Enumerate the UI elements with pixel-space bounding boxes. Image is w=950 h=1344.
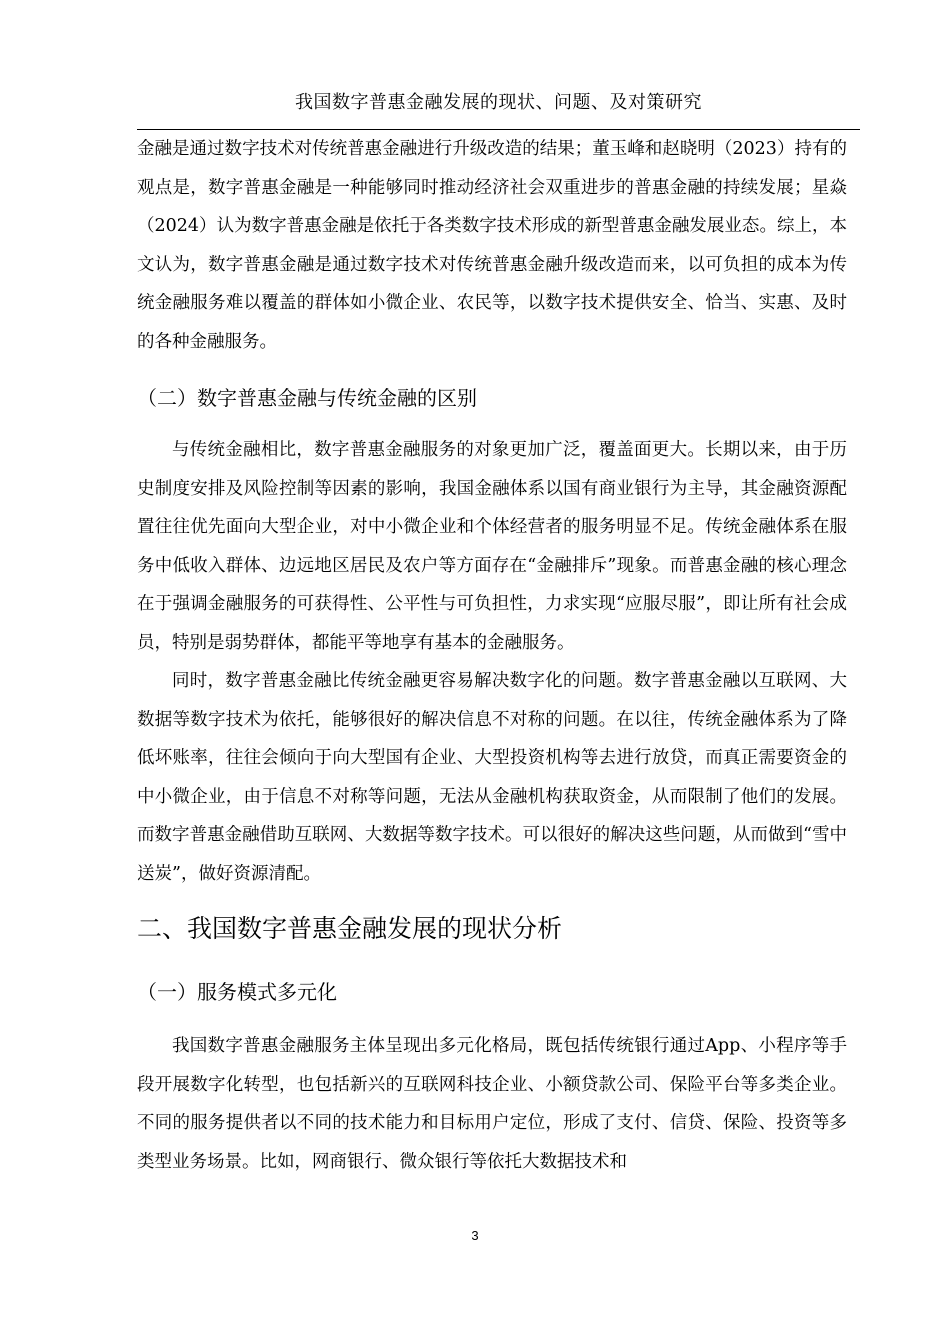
page-number: 3 <box>471 1228 479 1243</box>
chapter-heading-status: 二、我国数字普惠金融发展的现状分析 <box>137 914 563 943</box>
running-header-title: 我国数字普惠金融发展的现状、问题、及对策研究 <box>295 92 702 113</box>
section-heading-service-modes: （一）服务模式多元化 <box>137 980 337 1004</box>
paragraph-coverage: 与传统金融相比，数字普惠金融服务的对象更加广泛，覆盖面更大。长期以来，由于历史制度安排及风险控制等因素的影响，我国金融体系以国有商业银行为主导，其金融资源配置往往优先面向大型企业，对中小微企业和个体经营者的服务明显不足。传统金融体系在服务中低收入群体、边远地区居民及农户等方面存在“金融排斥”现象。而普惠金融的核心理念在于强调金融服务的可获得性、公平性与可负担性，力求实现“应服尽服”，即让所有社会成员，特别是弱势群体，都能平等地享有基本的金融服务。 <box>137 440 847 653</box>
page-body <box>137 130 847 1181</box>
paragraph-definition: 金融是通过数字技术对传统普惠金融进行升级改造的结果；董玉峰和赵晓明（2023）持有的观点是，数字普惠金融是一种能够同时推动经济社会双重进步的普惠金融的持续发展；星焱（2024）认为数字普惠金融是依托于各类数字技术形成的新型普惠金融发展业态。综上，本文认为，数字普惠金融是通过数字技术对传统普惠金融升级改造而来，以可负担的成本为传统金融服务难以覆盖的群体如小微企业、农民等，以数字技术提供安全、恰当、实惠、及时的各种金融服务。 <box>137 139 847 352</box>
running-header <box>137 88 860 130</box>
section-heading-difference: （二）数字普惠金融与传统金融的区别 <box>137 386 477 410</box>
paragraph-information: 同时，数字普惠金融比传统金融更容易解决数字化的问题。数字普惠金融以互联网、大数据等数字技术为依托，能够很好的解决信息不对称的问题。在以往，传统金融体系为了降低坏账率，往往会倾向于向大型国有企业、大型投资机构等去进行放贷，而真正需要资金的中小微企业，由于信息不对称等问题，无法从金融机构获取资金，从而限制了他们的发展。而数字普惠金融借助互联网、大数据等数字技术。可以很好的解决这些问题，从而做到“雪中送炭”，做好资源清配。 <box>137 671 847 884</box>
paragraph-service-providers: 我国数字普惠金融服务主体呈现出多元化格局，既包括传统银行通过App、小程序等手段开展数字化转型，也包括新兴的互联网科技企业、小额贷款公司、保险平台等多类企业。不同的服务提供者以不同的技术能力和目标用户定位，形成了支付、信贷、保险、投资等多类型业务场景。比如，网商银行、微众银行等依托大数据技术和 <box>137 1036 847 1172</box>
